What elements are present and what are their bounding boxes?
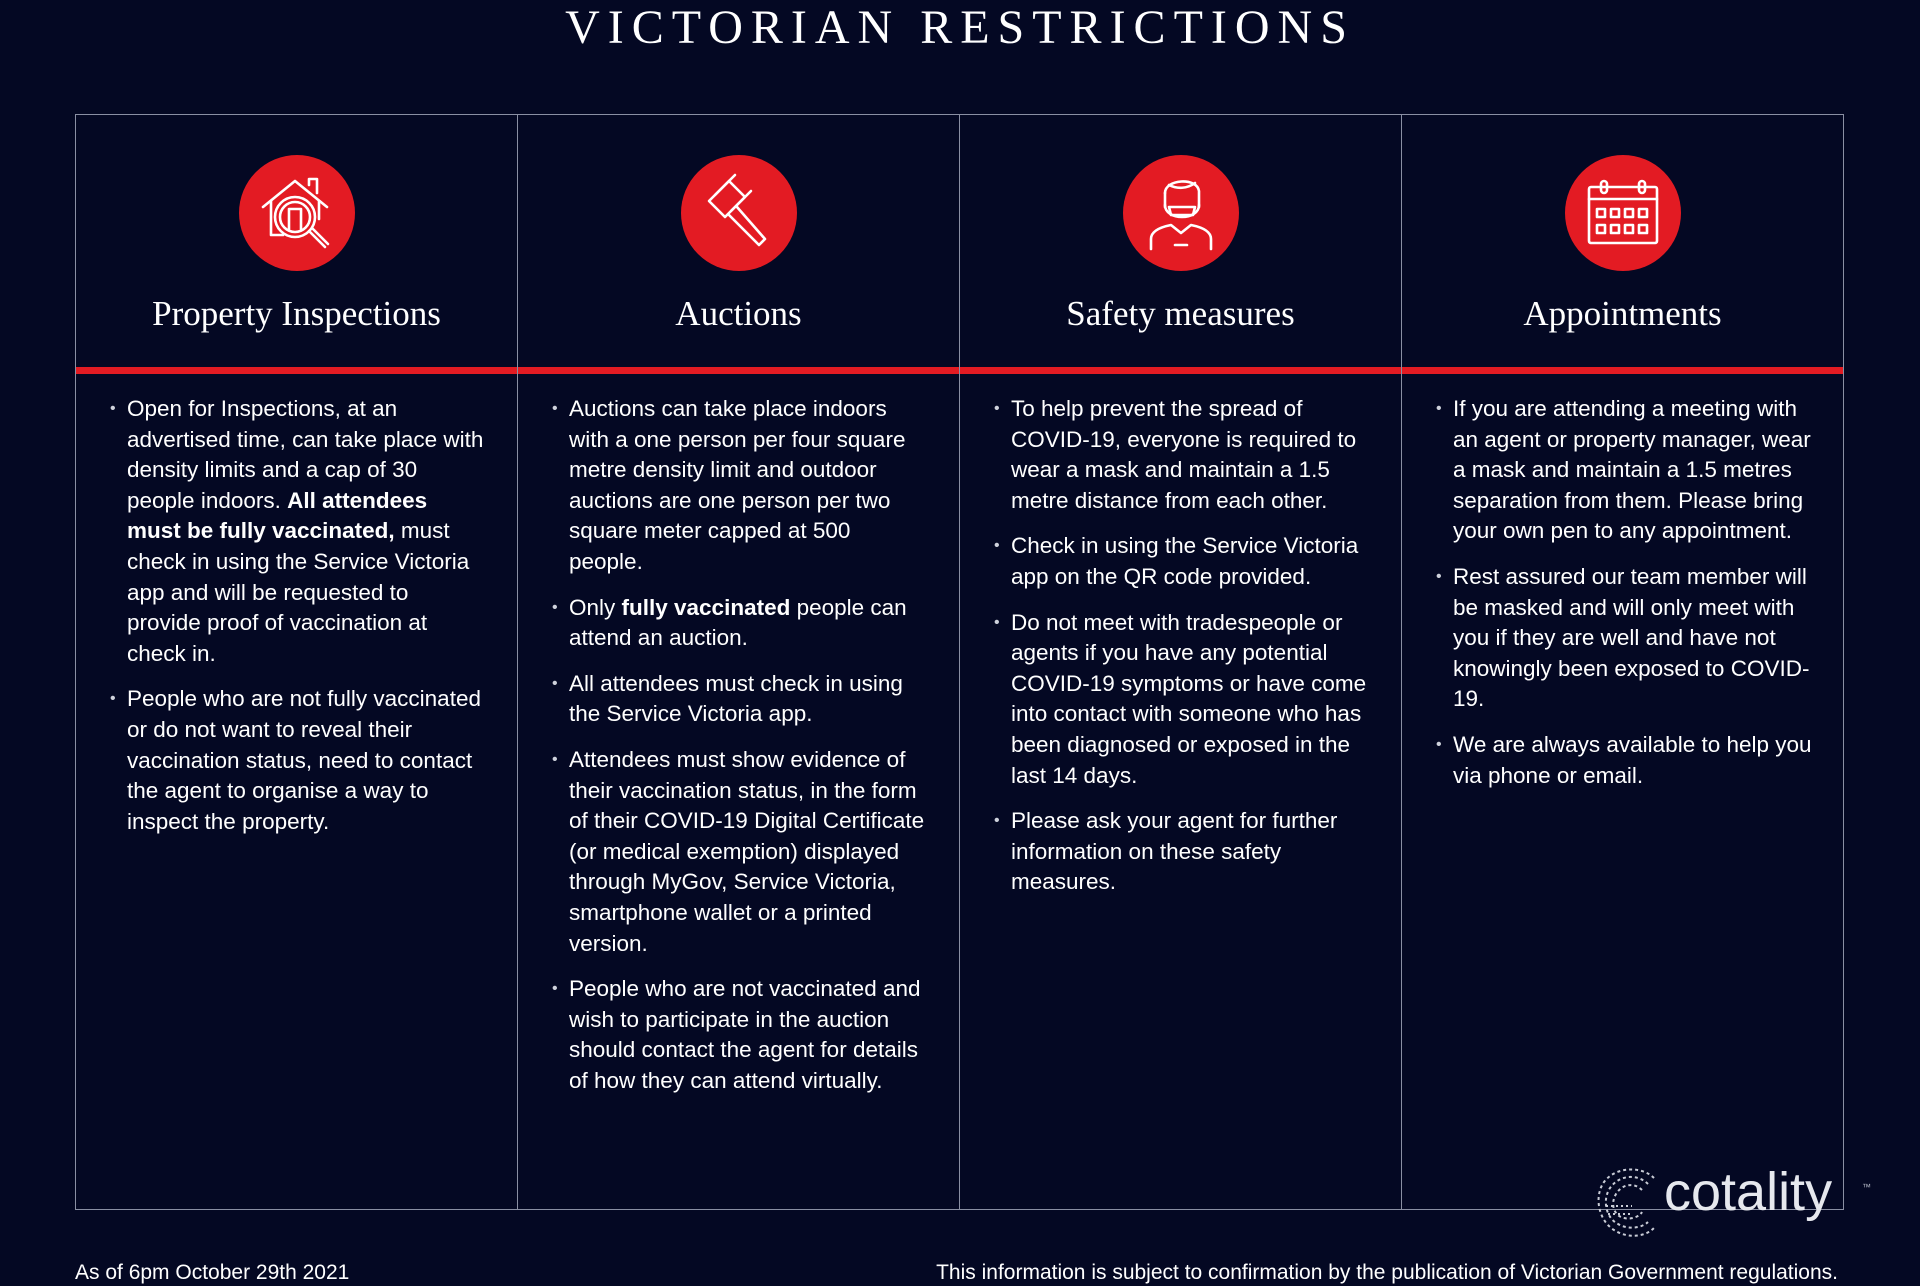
- list-item: • People who are not fully vaccinated or do not want to reveal their vaccination status, need to contact the agent to organise a way to inspect the property.: [110, 684, 487, 837]
- footer-date: As of 6pm October 29th 2021: [75, 1261, 350, 1284]
- column-body: [960, 374, 1401, 898]
- column-title: Property Inspections: [152, 294, 441, 333]
- list-item: • Do not meet with tradespeople or agents if you have any potential COVID-19 symptoms or have come into contact with someone who has been diagnosed or exposed in the last 14 days.: [994, 608, 1371, 792]
- bullet-list: [1436, 394, 1813, 791]
- column-header: [518, 115, 959, 374]
- list-item: • People who are not vaccinated and wish to participate in the auction should contact the agent for details of how they can attend virtually.: [552, 974, 929, 1096]
- column-header: [76, 115, 517, 374]
- footer-disclaimer: This information is subject to confirmation by the publication of Victorian Government regulations.: [936, 1261, 1838, 1284]
- bullet-list: [994, 394, 1371, 898]
- globe-mark-icon: [1592, 1160, 1664, 1240]
- restrictions-grid: [75, 114, 1844, 1210]
- brand-logo: [1592, 1160, 1872, 1240]
- list-item: • Check in using the Service Victoria app on the QR code provided.: [994, 531, 1371, 592]
- column-title: Safety measures: [1066, 294, 1295, 333]
- logo-trademark: ™: [1862, 1182, 1871, 1192]
- list-item: • Rest assured our team member will be masked and will only meet with you if they are well and have not knowingly been exposed to COVID-19.: [1436, 562, 1813, 715]
- column-auctions: [518, 115, 960, 1209]
- bullet-list: [110, 394, 487, 837]
- list-item: • Open for Inspections, at an advertised time, can take place with density limits and a cap of 30 people indoors. All attendees must be fully vaccinated, must check in using the Service Victoria app and will be requested to provide proof of vaccination at check in.: [110, 394, 487, 669]
- column-body: [518, 374, 959, 1096]
- list-item: • All attendees must check in using the Service Victoria app.: [552, 669, 929, 730]
- column-body: [76, 374, 517, 837]
- gavel-icon: [681, 155, 797, 271]
- list-item: • Please ask your agent for further information on these safety measures.: [994, 806, 1371, 898]
- bullet-list: [552, 394, 929, 1096]
- list-item: • To help prevent the spread of COVID-19, everyone is required to wear a mask and maintain a 1.5 metre distance from each other.: [994, 394, 1371, 516]
- masked-person-icon: [1123, 155, 1239, 271]
- list-item: • Only fully vaccinated people can attend an auction.: [552, 593, 929, 654]
- column-safety-measures: [960, 115, 1402, 1209]
- calendar-icon: [1565, 155, 1681, 271]
- house-search-icon: [239, 155, 355, 271]
- list-item: • Attendees must show evidence of their vaccination status, in the form of their COVID-19 Digital Certificate (or medical exemption) displayed through MyGov, Service Victoria, smartphone wallet or a printed version.: [552, 745, 929, 959]
- page-title: VICTORIAN RESTRICTIONS: [565, 1, 1355, 54]
- logo-text: cotality: [1664, 1162, 1833, 1222]
- column-header: [1402, 115, 1843, 374]
- column-body: [1402, 374, 1843, 791]
- column-title: Auctions: [675, 294, 802, 333]
- column-appointments: [1402, 115, 1843, 1209]
- list-item: • We are always available to help you via phone or email.: [1436, 730, 1813, 791]
- column-title: Appointments: [1523, 294, 1722, 333]
- list-item: • Auctions can take place indoors with a one person per four square metre density limit and outdoor auctions are one person per two square meter capped at 500 people.: [552, 394, 929, 578]
- list-item: • If you are attending a meeting with an agent or property manager, wear a mask and maintain a 1.5 metres separation from them. Please bring your own pen to any appointment.: [1436, 394, 1813, 547]
- column-header: [960, 115, 1401, 374]
- column-property-inspections: [76, 115, 518, 1209]
